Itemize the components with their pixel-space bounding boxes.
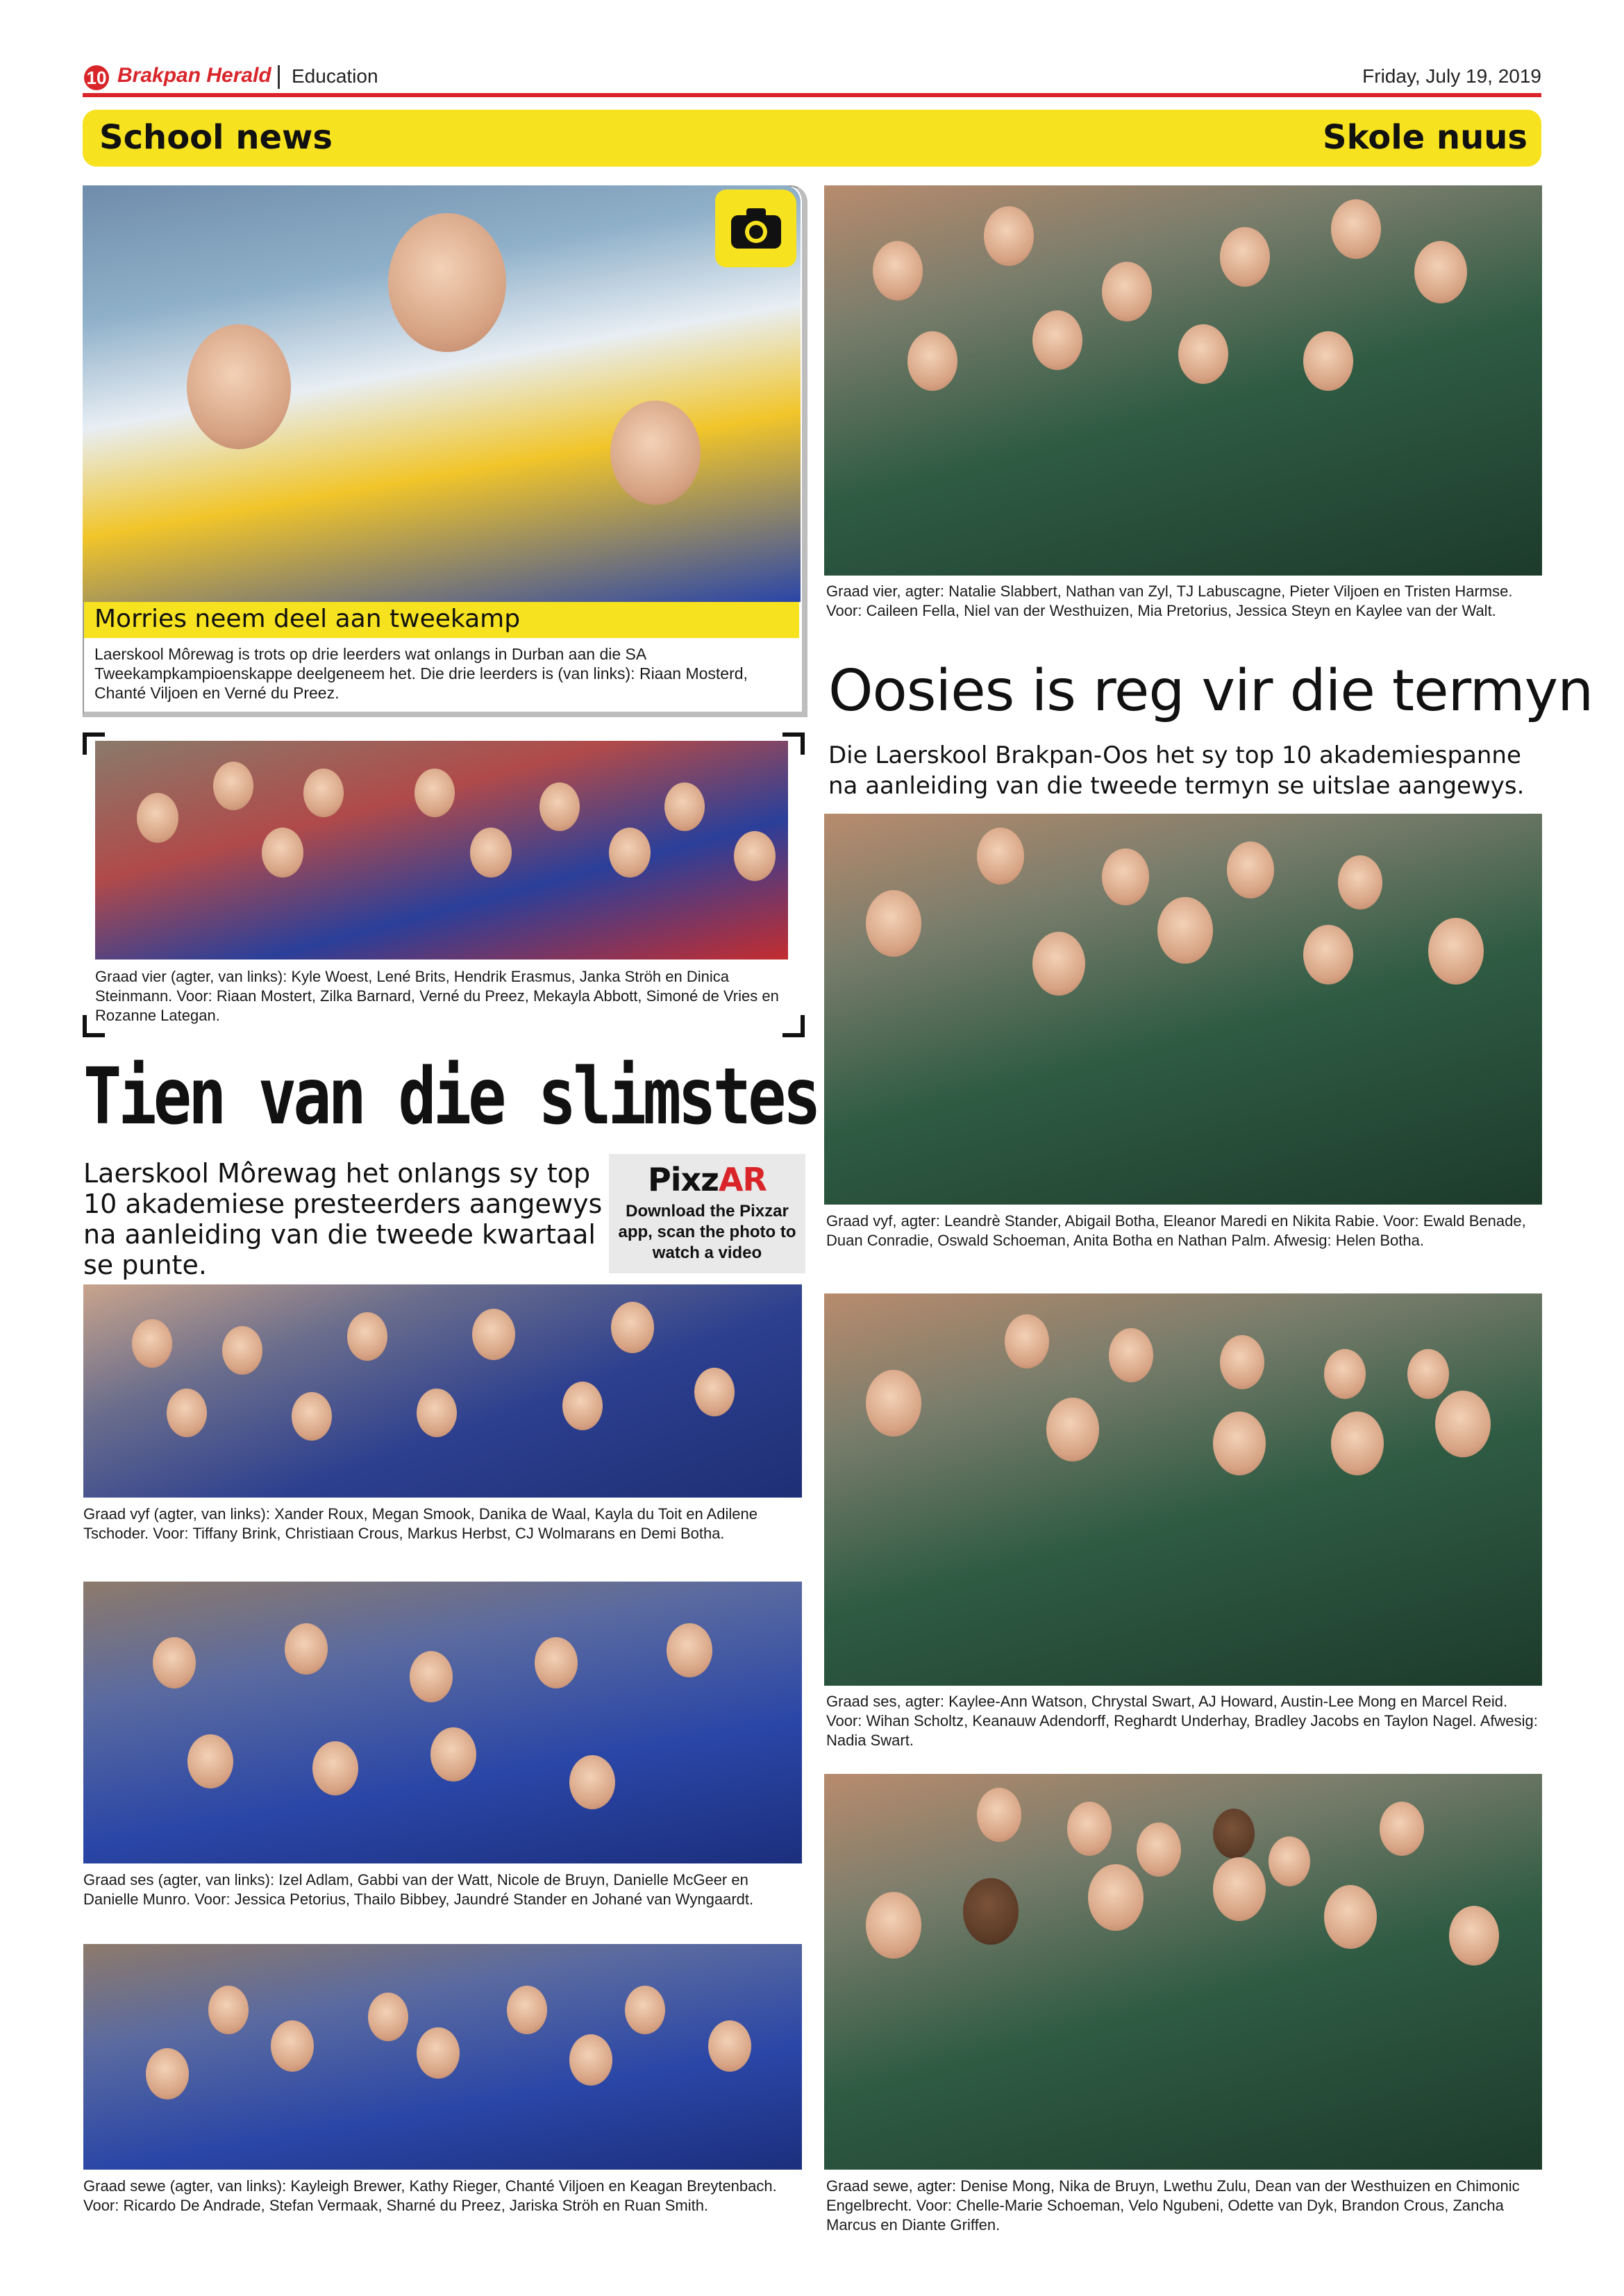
oos-grade6-photo <box>824 1293 1542 1686</box>
headline-tien-van-die-slimstes: Tien van die slimstes <box>83 1052 818 1142</box>
champions-heading: Morries neem deel aan tweekamp <box>94 605 521 633</box>
section-label: Education <box>292 65 378 87</box>
header-rule <box>83 93 1541 97</box>
issue-date: Friday, July 19, 2019 <box>1362 65 1541 87</box>
oos-grade4-caption: Graad vier, agter: Natalie Slabbert, Nathan van Zyl, TJ Labuscagne, Pieter Viljoen en Tristen Harmse. Voor: Caileen Fella, Niel van der Westhuizen, Mia Pretorius, Jessica Steyn en Kaylee van der Walt. <box>826 583 1513 619</box>
morewag-grade4-caption: Graad vier (agter, van links): Kyle Woest, Lené Brits, Hendrik Erasmus, Janka Ströh en Dinica Steinmann. Voor: Riaan Mostert, Zilka Barnard, Verné du Preez, Mekayla Abbott, Simoné de Vries en Rozanne Lategan. <box>95 968 779 1024</box>
oos-grade5-photo <box>824 814 1542 1205</box>
oos-grade4-photo <box>824 185 1542 576</box>
oos-intro: Die Laerskool Brakpan-Oos het sy top 10 akademiespanne na aanleiding van die tweede termyn se uitslae aangewys. <box>828 741 1525 800</box>
oos-grade7-photo <box>824 1774 1542 2170</box>
morewag-grade5-caption: Graad vyf (agter, van links): Xander Roux, Megan Smook, Danika de Waal, Kayla du Toit en Adilene Tschoder. Voor: Tiffany Brink, Christiaan Crous, Markus Herbst, CJ Wolmarans en Demi Botha. <box>83 1505 757 1542</box>
morewag-grade5-photo <box>83 1284 802 1498</box>
morewag-grade7-caption: Graad sewe (agter, van links): Kayleigh Brewer, Kathy Rieger, Chanté Viljoen en Keagan Breytenbach. Voor: Ricardo De Andrade, Stefan Vermaak, Sharné du Preez, Jariska Ströh en Ruan Smith. <box>83 2177 777 2214</box>
morewag-grade6-caption: Graad ses (agter, van links): Izel Adlam, Gabbi van der Watt, Nicole de Bruyn, Danielle McGeer en Danielle Munro. Voor: Jessica Petorius, Thailo Bibbey, Jaundré Stander en Johané van Wyngaardt. <box>83 1871 754 1908</box>
banner-title-afrikaans: Skole nuus <box>1323 118 1527 157</box>
champions-text: Laerskool Môrewag is trots op drie leerders wat onlangs in Durban aan die SA Tweekampkampioenskappe deelgeneem het. Die drie leerders is (van links): Riaan Mosterd, Chanté Viljoen en Verné du Preez. <box>94 645 748 702</box>
pixzar-instructions: Download the Pixzar app, scan the photo to watch a video <box>618 1202 796 1262</box>
morewag-grade4-photo <box>95 741 788 960</box>
banner-title-english: School news <box>99 118 333 157</box>
pixzar-logo: PixzAR <box>648 1161 767 1198</box>
header-separator <box>278 65 280 89</box>
morewag-intro: Laerskool Môrewag het onlangs sy top 10 akademiese presteerders aangewys na aanleiding van die tweede kwartaal se punte. <box>83 1158 603 1280</box>
morewag-grade6-photo <box>83 1582 802 1863</box>
champions-photo <box>83 185 801 602</box>
bracket-bottom-right <box>782 1015 805 1037</box>
camera-icon[interactable] <box>715 190 796 267</box>
page-number: 10 <box>84 65 109 90</box>
headline-oosies: Oosies is reg vir die termyn <box>828 658 1593 724</box>
oos-grade6-caption: Graad ses, agter: Kaylee-Ann Watson, Chrystal Swart, AJ Howard, Austin-Lee Mong en Marcel Reid. Voor: Wihan Scholtz, Keanauw Adendorff, Reghardt Underhay, Bradley Jacobs en Taylon Nagel. Afwesig: Nadia Swart. <box>826 1693 1538 1749</box>
oos-grade5-caption: Graad vyf, agter: Leandrè Stander, Abigail Botha, Eleanor Maredi en Nikita Rabie. Voor: Ewald Benade, Duan Conradie, Oswald Schoeman, Anita Botha en Nathan Palm. Afwesig: Helen Botha. <box>826 1212 1526 1249</box>
masthead: Brakpan Herald <box>117 64 271 87</box>
oos-grade7-caption: Graad sewe, agter: Denise Mong, Nika de Bruyn, Lwethu Zulu, Dean van der Westhuizen en Chimonic Engelbrecht. Voor: Chelle-Marie Schoeman, Velo Ngubeni, Odette van Dyk, Brandon Crous, Zancha Marcus en Diante Griffen. <box>826 2177 1520 2234</box>
morewag-grade7-photo <box>83 1944 802 2170</box>
